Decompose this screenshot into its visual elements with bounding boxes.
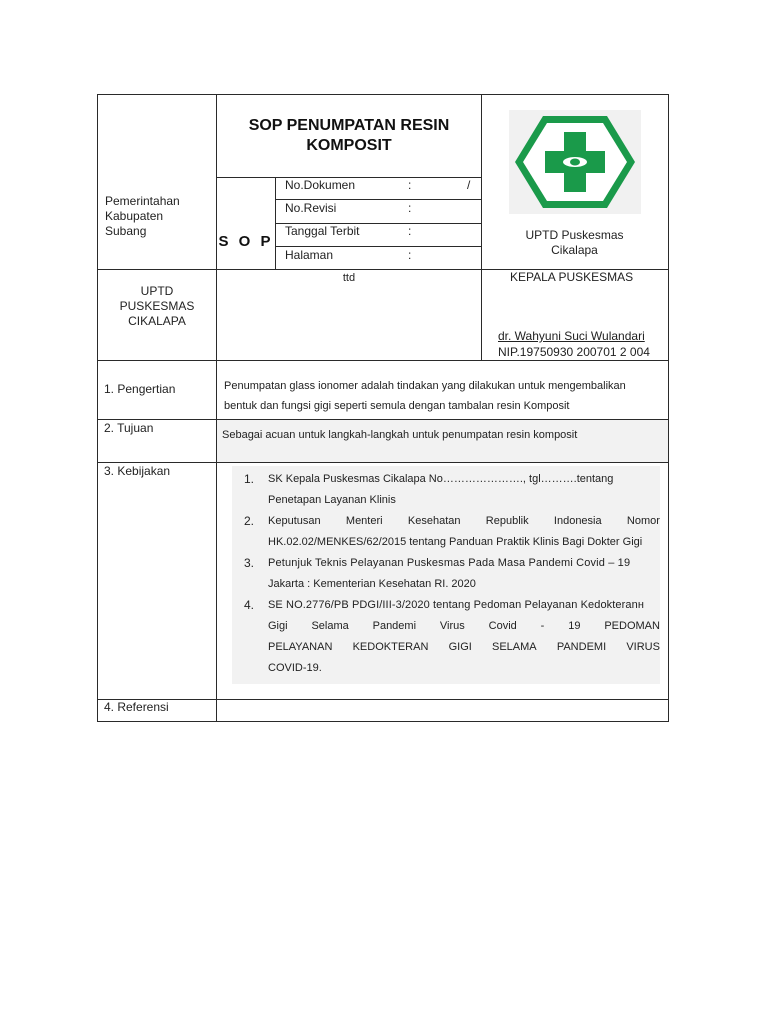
kebijakan-item-text <box>268 511 660 532</box>
kebijakan-item-number: 3. <box>244 556 255 570</box>
word: SELAMA <box>492 641 537 653</box>
kebijakan-item-4 <box>240 595 660 679</box>
doc-field-halaman-label: Halaman <box>285 248 334 262</box>
section-tujuan-text: Sebagai acuan untuk langkah-langkah untuk penumpatan resin komposit <box>222 429 578 441</box>
kebijakan-item-text: COVID-19. <box>268 662 322 674</box>
organization-label <box>97 284 217 329</box>
section-pengertian-label: 1. Pengertian <box>104 382 176 396</box>
kebijakan-item-text: SK Kepala Puskesmas Cikalapa No…………………., tgl……….tentang <box>268 473 614 485</box>
word: Indonesia <box>553 515 602 527</box>
column-divider-1 <box>216 94 217 722</box>
kebijakan-item-number: 4. <box>244 598 255 612</box>
doc-row-line-1 <box>275 199 481 200</box>
doc-row-line-3 <box>275 246 481 247</box>
kebijakan-item-text: Penetapan Layanan Klinis <box>268 494 396 506</box>
doc-field-no-dokumen-value: / <box>467 178 471 192</box>
word: KEDOKTERAN <box>352 641 429 653</box>
word: GIGI <box>448 641 472 653</box>
signatory-position: KEPALA PUSKESMAS <box>510 270 634 284</box>
doc-field-no-revisi-label: No.Revisi <box>285 201 337 215</box>
ttd-label: ttd <box>342 272 356 284</box>
signatory-nip: NIP.19750930 200701 2 004 <box>498 345 650 359</box>
table-border-right <box>668 94 669 722</box>
table-border-bottom <box>97 721 669 722</box>
sop-cell-divider <box>275 177 276 270</box>
title-line-1: SOP PENUMPATAN RESIN <box>248 117 450 134</box>
kebijakan-item-text: Petunjuk Teknis Pelayanan Puskesmas Pada Masa Pandemi Covid – 19 <box>268 557 631 569</box>
word: PANDEMI <box>556 641 607 653</box>
word: Menteri <box>345 515 383 527</box>
org-line-3: CIKALAPA <box>128 314 186 328</box>
doc-field-no-revisi-sep: : <box>408 201 412 215</box>
puskesmas-logo-icon <box>509 110 641 214</box>
word: PELAYANAN <box>268 641 333 653</box>
kebijakan-item-number: 1. <box>244 472 255 486</box>
word: Virus <box>439 620 465 632</box>
doc-field-tanggal-label: Tanggal Terbit <box>285 224 360 238</box>
table-border-top <box>97 94 669 95</box>
table-border-row2-bottom <box>97 462 669 463</box>
kebijakan-item-number: 2. <box>244 514 255 528</box>
table-border-signature-bottom <box>97 360 669 361</box>
word: PEDOMAN <box>604 620 660 632</box>
table-border-left <box>97 94 98 722</box>
logo-caption-line-1: UPTD Puskesmas <box>525 228 624 242</box>
table-border-row3-bottom <box>97 699 669 700</box>
section-tujuan-label: 2. Tujuan <box>104 421 154 435</box>
word: Kesehatan <box>407 515 461 527</box>
document-title <box>217 116 481 156</box>
word: Keputusan <box>268 515 321 527</box>
section-referensi-label: 4. Referensi <box>104 700 169 714</box>
logo-caption-line-2: Cikalapa <box>551 243 598 257</box>
gov-line-1: Pemerintahan <box>105 194 180 208</box>
title-line-2: KOMPOSIT <box>306 137 392 154</box>
word: VIRUS <box>626 641 660 653</box>
gov-line-3: Subang <box>105 224 147 238</box>
section-pengertian-line-2: bentuk dan fungsi gigi seperti semula dengan tambalan resin Komposit <box>224 400 570 412</box>
kebijakan-item-text: SE NO.2776/PB PDGI/III-3/2020 tentang Pedoman Pelayanan Kedokteranн <box>268 599 645 611</box>
word: Gigi <box>268 620 288 632</box>
org-line-2: PUSKESMAS <box>119 299 195 313</box>
kebijakan-item-text: HK.02.02/MENKES/62/2015 tentang Panduan Praktik Klinis Bagi Dokter Gigi <box>268 536 643 548</box>
doc-field-tanggal-sep: : <box>408 224 412 238</box>
word: Nomor <box>626 515 660 527</box>
kebijakan-item-1 <box>240 469 660 511</box>
word: Selama <box>311 620 349 632</box>
word: Pandemi <box>372 620 417 632</box>
word: 19 <box>568 620 581 632</box>
kebijakan-item-text: Jakarta : Kementerian Kesehatan RI. 2020 <box>268 578 476 590</box>
kebijakan-item-text <box>268 616 660 637</box>
doc-field-halaman-sep: : <box>408 248 412 262</box>
kebijakan-item-2 <box>240 511 660 553</box>
section-kebijakan-label: 3. Kebijakan <box>104 464 171 478</box>
kebijakan-item-text <box>268 637 660 658</box>
word: Republik <box>485 515 529 527</box>
word: - <box>540 620 545 632</box>
government-label <box>105 194 180 239</box>
doc-field-no-dokumen-sep: : <box>408 178 412 192</box>
kebijakan-list <box>240 469 660 679</box>
word: Covid <box>488 620 517 632</box>
gov-line-2: Kabupaten <box>105 209 164 223</box>
sop-label: S O P <box>218 233 274 250</box>
doc-field-no-dokumen-label: No.Dokumen <box>285 178 356 192</box>
logo-caption <box>481 228 668 258</box>
kebijakan-item-3 <box>240 553 660 595</box>
org-line-1: UPTD <box>140 284 174 298</box>
section-pengertian-line-1: Penumpatan glass ionomer adalah tindakan yang dilakukan untuk mengembalikan <box>224 380 626 392</box>
signatory-name: dr. Wahyuni Suci Wulandari <box>498 329 645 343</box>
